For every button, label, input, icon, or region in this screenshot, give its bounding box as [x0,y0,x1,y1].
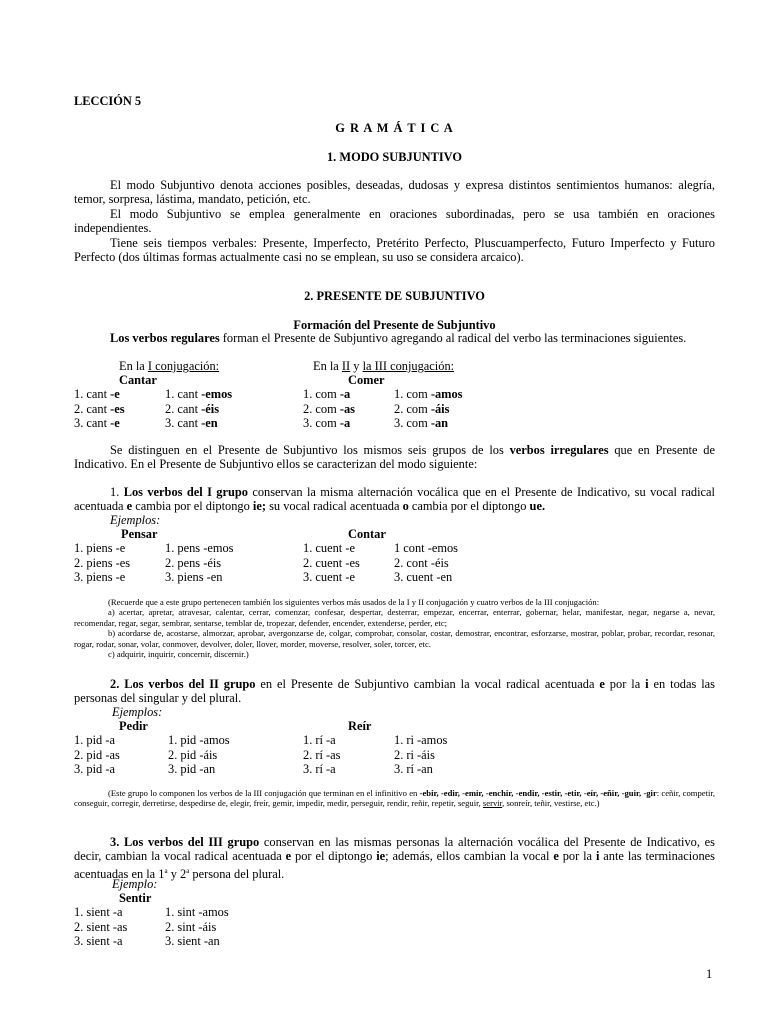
conjugation-row: 1. cuent -e [303,541,355,555]
bold-term: Los verbos regulares [110,331,220,345]
note-line: c) adquirir, inquirir, concernir, discernir.) [108,649,249,660]
conjugation-row: 1. pid -amos [168,733,230,747]
group-2-paragraph: 2. Los verbos del II grupo en el Presente de Subjuntivo cambian la vocal radical acentuada e por la i en todas las personas del singular y del plural. [74,677,715,706]
page-number: 1 [706,967,713,981]
verb-pedir: Pedir [119,719,148,733]
conjugation-row: 1. ri -amos [394,733,448,747]
conjugation-row: 1. cant -emos [165,387,233,401]
verb-sentir: Sentir [119,891,152,905]
section-title-presente-subjuntivo: 2. PRESENTE DE SUBJUNTIVO [304,289,485,303]
conjugation-column [165,541,233,585]
examples-label: Ejemplos: [112,705,163,719]
group-1-note [74,597,715,659]
conjugation-column [74,905,127,949]
conjugation-row: 2. cant -es [74,401,125,416]
example-label: Ejemplo: [112,877,158,891]
verb-reir: Reír [348,719,372,733]
conjugation-row: 1. rí -a [303,733,336,747]
verb-comer: Comer [348,373,385,387]
bold-term: verbos irregulares [509,443,609,457]
conjugation-row: 2. cont -éis [394,555,449,570]
conjugation-row: 2. cuent -es [303,555,360,570]
conjugation-column [394,541,458,585]
conjugation-column [74,387,125,431]
conjugation-row: 1. pid -a [74,733,115,747]
conjugation-row: 3. cant -en [165,416,218,430]
conjugation-column [394,733,447,777]
conjugation-row: 2. sint -áis [165,919,217,934]
conjugation-row: 2. pens -éis [165,555,222,570]
conjugation-column [303,733,341,777]
conjugation-row: 3. pid -an [168,762,216,776]
conjugation-row: 3. com -a [303,416,351,430]
note-line: (Recuerde que a este grupo pertenecen también los siguientes verbos más usados de la I y II conjugación y cuatro verbos de la III conjugación: [108,597,600,607]
conjugation-column [168,733,230,777]
conjugation-row: 1. cant -e [74,387,120,401]
conjugation-column [303,387,355,431]
group-3-paragraph: 3. Los verbos del III grupo conservan en las mismas personas la alternación vocálica del Presente de Indicativo, es decir, cambian la vocal radical acentuada e por el diptongo ie; además, ellos cambian la vocal e por la i ante las terminaciones acentuadas en la 1$^a$ y 2$^a$ persona del plural. [74,835,715,881]
conjugation-row: 1. sint -amos [165,905,229,919]
conjugation-row: 3. piens -en [165,570,223,584]
paragraph: El modo Subjuntivo denota acciones posibles, deseadas, dudosas y expresa distintos sentimientos humanos: alegría, temor, sorpresa, lástima, mandato, petición, etc. [74,178,715,207]
conjugation-row: 1. com -amos [394,387,463,401]
conjugation-row: 2. com -áis [394,401,450,416]
conjugation-row: 2. piens -es [74,555,131,570]
conjugation-column [165,905,229,949]
paragraph-text: forman el Presente de Subjuntivo agregando al radical del verbo las terminaciones siguientes. [219,331,687,345]
paragraph: El modo Subjuntivo se emplea generalmente en oraciones subordinadas, pero se usa también en oraciones independientes. [74,206,715,236]
conjugation-column [394,387,463,431]
conjugation-row: 1. com -a [303,387,351,401]
conjugation-row: 1 cont -emos [394,541,459,555]
subsection-title-formacion: Formación del Presente de Subjuntivo [293,318,496,332]
conjugation-column [165,387,232,431]
irregular-intro-paragraph: Se distinguen en el Presente de Subjuntivo los mismos seis grupos de los verbos irregulares que en Presente de Indicativo. En el Presente de Subjuntivo ellos se caracterizan del modo siguiente: [74,443,715,472]
conjugation-row: 3. sient -an [165,934,220,948]
conjugation-row: 2. com -as [303,401,355,416]
conjugation-column [74,733,120,777]
conjugation-row: 3. cuent -en [394,570,453,584]
conjugation-row: 2. rí -as [303,747,341,762]
conjugation-row: 2. cant -éis [165,401,220,416]
conjugation-column [74,541,130,585]
modo-subjuntivo-paragraphs [74,178,715,264]
verb-pensar: Pensar [121,527,158,541]
group-1-paragraph: 1. Los verbos del I grupo conservan la misma alternación vocálica que en el Presente de Indicativo, su vocal radical acentuada e cambia por el diptongo ie; su vocal radical acentuada o cambia por el diptongo ue. [74,485,715,514]
paragraph: Tiene seis tiempos verbales: Presente, Imperfecto, Pretérito Perfecto, Pluscuamperfecto, Futuro Imperfecto y Futuro Perfecto (dos últimas formas actualmente casi no se emplean, su uso se considera arcaico). [74,235,715,265]
conjugation-row: 1. piens -e [74,541,126,555]
conjugation-column [303,541,360,585]
conjugation-row: 1. sient -a [74,905,123,919]
conjugation-row: 3. rí -a [303,762,336,776]
conjugation-row: 3. cant -e [74,416,120,430]
note-line: a) acertar, apretar, atravesar, calentar, cerrar, comenzar, confesar, despertar, desterrar, empezar, encerrar, enterrar, gobernar, helar, manifestar, negar, negarse a, nevar, recomendar, regar, segar, sembrar, sentarse, temblar de, tropezar, defender, encender, extenderse, perder, etc; [74,607,715,628]
verb-cantar: Cantar [119,373,157,387]
conjugation-row: 2. pid -as [74,747,120,762]
section-heading-gramatica: G R A M Á T I C A [335,121,454,135]
conjugation-header-2-3: En la II y la III conjugación: [313,359,455,373]
conjugation-row: 3. pid -a [74,762,115,776]
conjugation-header-1: En la I conjugación: [119,359,220,373]
formacion-paragraph [74,331,715,345]
conjugation-row: 3. piens -e [74,570,126,584]
conjugation-row: 2. sient -as [74,919,128,934]
conjugation-row: 3. cuent -e [303,570,355,584]
note-line: b) acordarse de, acostarse, almorzar, aprobar, avergonzarse de, colgar, comprobar, consolar, costar, demostrar, encontrar, esforzarse, mostrar, poblar, probar, recordar, resonar, rogar, rodar, sonar, volar, conmover, devolver, doler, llover, morder, moverse, resolver, soler, torcer, etc. [74,628,715,649]
conjugation-row: 3. rí -an [394,762,433,776]
lesson-title: LECCIÓN 5 [74,94,142,108]
section-title-modo-subjuntivo: 1. MODO SUBJUNTIVO [326,150,463,164]
conjugation-row: 3. sient -a [74,934,123,948]
verb-contar: Contar [348,527,386,541]
group-2-note: (Este grupo lo componen los verbos de la III conjugación que terminan en el infinitivo en -ebir, -edir, -emir, -enchir, -endir, -estir, -etir, -eír, -eñir, -guir, -gir: ceñir, competir, conseguir, corregir, derretirse, despedirse de, elegir, freír, gemir, impedir, medir, perseguir, rendir, reñir, repetir, seguir, servir, sonreír, teñir, vestirse, etc.) [74,788,716,809]
conjugation-row: 2. pid -áis [168,747,218,762]
conjugation-row: 1. pens -emos [165,541,234,555]
examples-label: Ejemplos: [110,513,161,527]
conjugation-row: 2. ri -áis [394,747,435,762]
conjugation-row: 3. com -an [394,416,449,430]
